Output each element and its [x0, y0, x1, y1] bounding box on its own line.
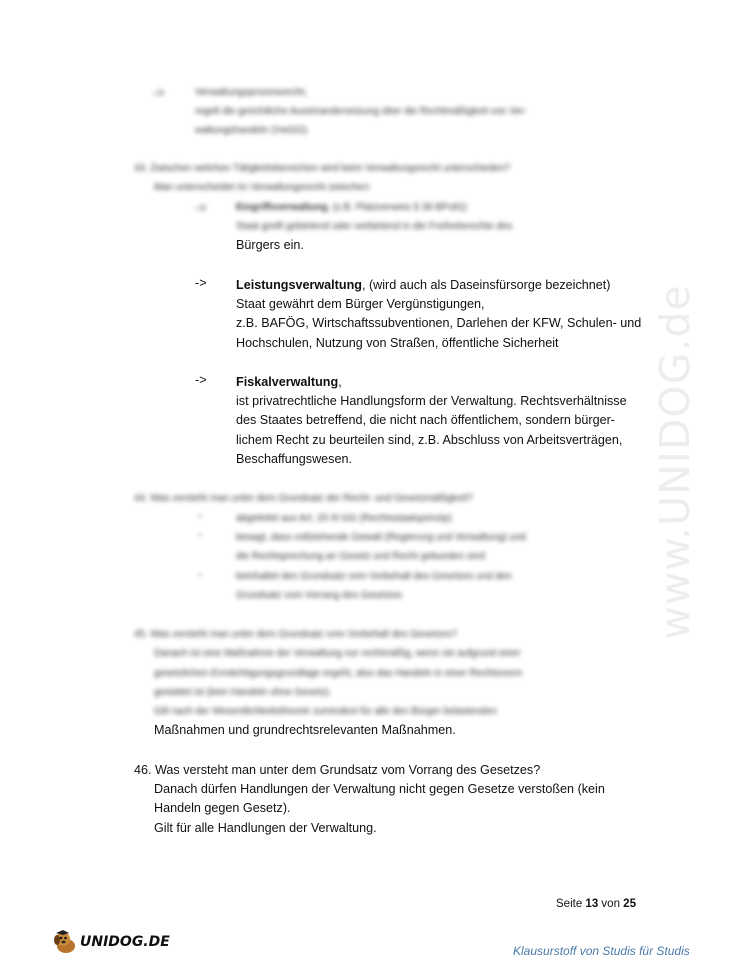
bullet-item: beinhaltet den Grundsatz vom Vorbehalt des Gesetzes und den	[236, 571, 512, 582]
text-line: Beschaffungswesen.	[236, 452, 352, 466]
arrow-marker: ->	[153, 86, 165, 100]
text-line: Hochschulen, Nutzung von Straßen, öffentliche Sicherheit	[236, 336, 559, 350]
text-line: Gilt für alle Handlungen der Verwaltung.	[154, 821, 377, 835]
fiskal-term-rest: ,	[338, 375, 342, 389]
bullet-dash: -	[198, 567, 203, 581]
logo-text: UNIDOG.DE	[80, 934, 170, 950]
page-current: 13	[585, 898, 599, 910]
text-line: Staat gewährt dem Bürger Vergünstigungen,	[236, 297, 485, 311]
question-44: 44. Was versteht man unter dem Grundsatz der Recht- und Gesetzmäßigkeit?	[134, 493, 473, 504]
unidog-logo	[52, 929, 170, 955]
arrow-marker: ->	[195, 373, 207, 387]
bullet-item: besagt, dass vollziehende Gewalt (Regierung und Verwaltung) und	[236, 532, 526, 543]
fiskal-term-line	[236, 373, 342, 392]
text-line: Bürgers ein.	[236, 238, 304, 252]
bullet-dash: -	[198, 528, 203, 542]
text-line: ist privatrechtliche Handlungsform der Verwaltung. Rechtsverhältnisse	[236, 394, 627, 408]
page-mid: von	[601, 898, 620, 910]
page-total: 25	[623, 898, 636, 910]
text-line: Danach ist eine Maßnahme der Verwaltung nur rechtmäßig, wenn sie aufgrund einer	[154, 648, 521, 659]
text-line: Danach dürfen Handlungen der Verwaltung nicht gegen Gesetze verstoßen (kein	[154, 782, 605, 796]
watermark	[651, 252, 699, 672]
watermark-text: www.UNIDOG.de	[651, 284, 699, 640]
eingriff-term-line	[236, 198, 467, 217]
leistung-term-line	[236, 276, 610, 295]
text-line: gesetzlichen Ermächtigungsgrundlage ergeht, also das Handeln in einer Rechtsnorm	[154, 668, 523, 679]
question-45: 45. Was versteht man unter dem Grundsatz vom Vorbehalt des Gesetzes?	[134, 629, 458, 640]
question-46: 46. Was versteht man unter dem Grundsatz vom Vorrang des Gesetzes?	[134, 763, 541, 777]
eingriff-term: Eingriffsverwaltung	[236, 202, 328, 213]
arrow-marker: ->	[195, 201, 207, 215]
text-line: Man unterscheidet im Verwaltungsrecht zwischen:	[154, 182, 372, 193]
arrow-marker: ->	[195, 276, 207, 290]
text-line: Staat greift gebietend oder verbietend in die Freiheitsrechte des	[236, 221, 513, 232]
bullet-item-cont: Grundsatz vom Vorrang des Gesetzes	[236, 590, 403, 601]
leistung-term-rest: , (wird auch als Daseinsfürsorge bezeichnet)	[361, 278, 611, 292]
page-prefix: Seite	[556, 898, 583, 910]
dog-icon	[52, 929, 78, 955]
text-line: z.B. BAFÖG, Wirtschaftssubventionen, Darlehen der KFW, Schulen- und	[236, 316, 642, 330]
text-line: des Staates betreffend, die nicht nach öffentlichem, sondern bürger-	[236, 413, 615, 427]
text-line: regelt die gerichtliche Auseinandersetzung über die Rechtmäßigkeit von Ver-	[195, 106, 528, 117]
bullet-item: abgeleitet aus Art. 20 III GG (Rechtsstaatsprinzip)	[236, 513, 452, 524]
fiskal-term: Fiskalverwaltung	[236, 375, 339, 389]
leistung-term: Leistungsverwaltung	[236, 278, 362, 292]
bullet-item-cont: die Rechtsprechung an Gesetz und Recht gebunden sind	[236, 551, 485, 562]
text-line: lichem Recht zu beurteilen sind, z.B. Abschluss von Arbeitsverträgen,	[236, 433, 623, 447]
text-line: Handeln gegen Gesetz).	[154, 801, 291, 815]
text-line: gestattet ist (kein Handeln ohne Gesetz).	[154, 687, 332, 698]
question-43: 43. Zwischen welchen Tätigkeitsbereichen wird beim Verwaltungsrecht unterschieden?	[134, 163, 511, 174]
footer-tagline: Klausurstoff von Studis für Studis	[513, 944, 690, 958]
text-line: Gilt nach der Wesentlichkeitstheorie zumindest für alle den Bürger belastenden	[154, 706, 497, 717]
text-line: Maßnahmen und grundrechtsrelevanten Maßnahmen.	[154, 723, 456, 737]
page-number	[556, 898, 636, 910]
text-line: Verwaltungsprozessrecht,	[195, 87, 308, 98]
bullet-dash: -	[198, 509, 203, 523]
text-line: waltungshandeln (VwGO).	[195, 125, 310, 136]
eingriff-term-rest: , (z.B. Platzverweis § 38 BPolG)	[327, 202, 467, 213]
